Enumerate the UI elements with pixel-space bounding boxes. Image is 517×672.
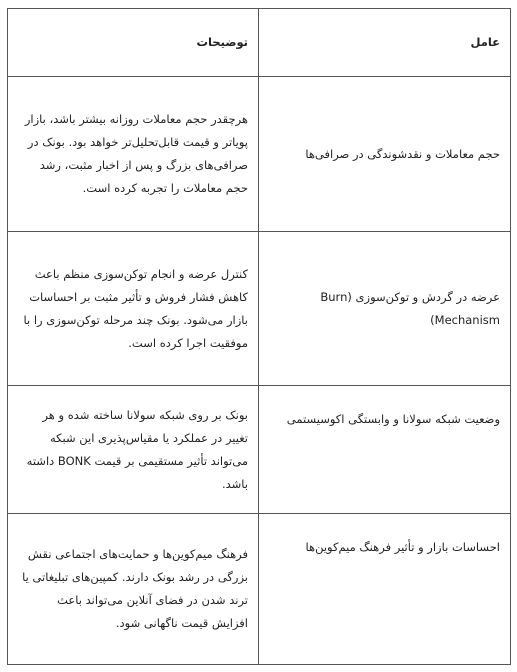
row-factor-cell: حجم معاملات و نقدشوندگی در صرافی‌ها	[259, 77, 511, 232]
table-row	[8, 386, 511, 514]
table-header-row	[8, 9, 511, 77]
row-description-cell: هرچقدر حجم معاملات روزانه بیشتر باشد، بازار پویاتر و قیمت قابل‌تحلیل‌تر خواهد بود. بونک در صرافی‌های بزرگ و پس از اخبار مثبت، رشد حجم معاملات را تجربه کرده است.	[8, 77, 259, 232]
table-row	[8, 232, 511, 386]
table-row	[8, 514, 511, 665]
table-row	[8, 77, 511, 232]
header-factor: عامل	[259, 9, 511, 77]
factors-table	[7, 8, 511, 665]
row-description-cell: فرهنگ میم‌کوین‌ها و حمایت‌های اجتماعی نقش بزرگی در رشد بونک دارند. کمپین‌های تبلیغاتی یا ترند شدن در فضای آنلاین می‌تواند باعث افزایش قیمت ناگهانی شود.	[8, 514, 259, 665]
row-description-cell: کنترل عرضه و انجام توکن‌سوزی منظم باعث کاهش فشار فروش و تأثیر مثبت بر احساسات بازار می‌شود. بونک چند مرحله توکن‌سوزی را با موفقیت اجرا کرده است.	[8, 232, 259, 386]
header-description: توضیحات	[8, 9, 259, 77]
row-description-cell: بونک بر روی شبکه سولانا ساخته شده و هر تغییر در عملکرد یا مقیاس‌پذیری این شبکه می‌تواند تأثیر مستقیمی بر قیمت BONK داشته باشد.	[8, 386, 259, 514]
row-factor-cell: وضعیت شبکه سولانا و وابستگی اکوسیستمی	[259, 386, 511, 514]
row-factor-cell: احساسات بازار و تأثیر فرهنگ میم‌کوین‌ها	[259, 514, 511, 665]
row-factor-cell: عرضه در گردش و توکن‌سوزی (Burn Mechanism)	[259, 232, 511, 386]
